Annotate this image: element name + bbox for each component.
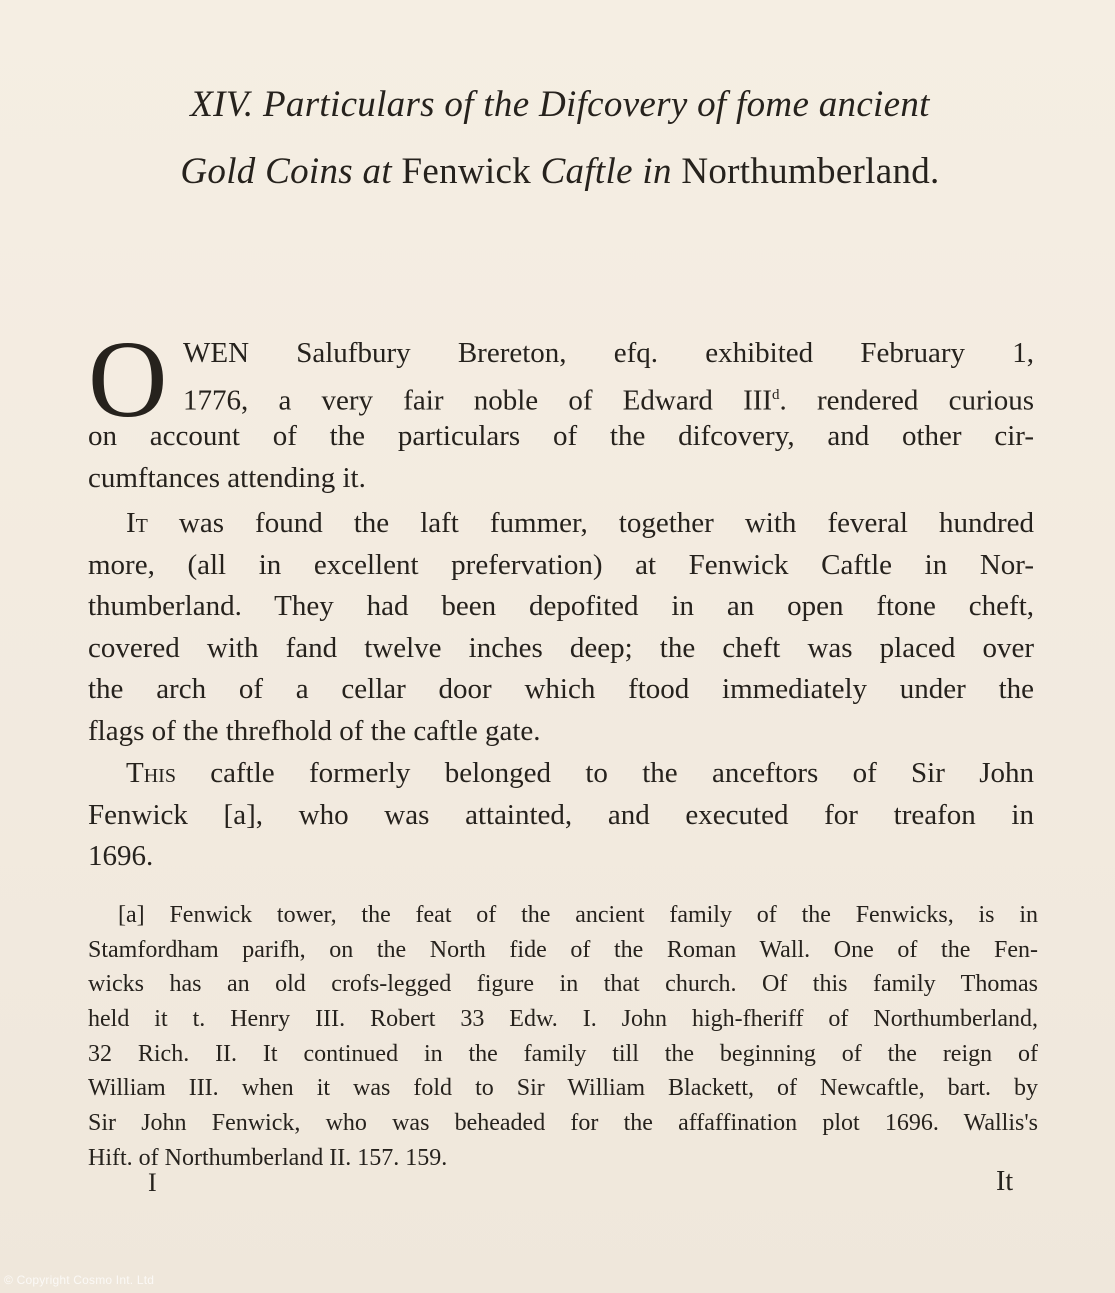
title-line-1-text: XIV. Particulars of the Difcovery of fome ancient [190,84,930,125]
paragraph-1-line-2 [88,375,1034,417]
catchword: It [996,1166,1014,1197]
paragraph-2-line-6: flags of the threfhold of the caftle gate. [88,714,541,747]
paragraph-2-lead: It [126,507,148,539]
footnote [88,898,1038,1176]
title-line-2-c: Caftle in [540,151,672,192]
paragraph-2-line-5: the arch of a cellar door which ftood immediately under the [88,673,1034,705]
paragraph-3-line-3: 1696. [88,840,154,872]
footnote-line-1: [a] Fenwick tower, the feat of the ancient family of the Fenwicks, is in [118,902,1038,928]
superscript-d: d [772,386,780,403]
paragraph-2-line-1-text: was found the laft fummer, together with feveral hundred [147,507,1034,539]
signature-mark: I [148,1168,157,1197]
paragraph-1-line-2-text: 1776, a very fair noble of Edward III [183,384,773,417]
footnote-line-3: wicks has an old crofs-legged figure in that church. Of this family Thomas [88,971,1038,998]
footnote-line-5: 32 Rich. II. It continued in the family till the beginning of the reign of [88,1040,1038,1067]
footnote-line-8: Hift. of Northumberland II. 157. 159. [88,1144,448,1171]
paragraph-3-line-2: Fenwick [a], who was attainted, and executed for treafon in [88,798,1034,831]
paragraph-2-line-4: covered with fand twelve inches deep; the cheft was placed over [88,631,1034,664]
paragraph-1-line-4: cumftances attending it. [88,461,366,494]
paragraph-1-line-2-tail: . rendered curious [779,384,1034,417]
paragraph-3 [88,753,1034,878]
paragraph-2-line-1 [88,503,1034,545]
footnote-line-2: Stamfordham parifh, on the North fide of the Roman Wall. One of the Fen- [88,936,1038,963]
title-line-2-d: Northumberland. [681,151,940,192]
footnote-line-4: held it t. Henry III. Robert 33 Edw. I. John high-fheriff of Northumberland, [88,1006,1038,1033]
article-title-line-1 [60,83,1060,126]
paragraph-2 [88,503,1034,752]
paragraph-3-line-1 [88,753,1034,795]
drop-cap: O [88,318,168,440]
article-title-line-2 [60,150,1060,193]
paragraph-2-line-2: more, (all in excellent prefervation) at Fenwick Caftle in Nor- [88,548,1034,581]
title-line-2-a: Gold Coins at [180,151,392,192]
paragraph-2-line-3: thumberland. They had been depofited in an open ftone cheft, [88,590,1034,622]
paragraph-3-line-1-text: caftle formerly belonged to the anceftors of Sir John [175,757,1034,789]
paragraph-1-line-3: on account of the particulars of the difcovery, and other cir- [88,420,1034,452]
footnote-line-6: William III. when it was fold to Sir William Blackett, of Newcaftle, bart. by [88,1075,1038,1102]
footnote-line-7: Sir John Fenwick, who was beheaded for the affaffination plot 1696. Wallis's [88,1110,1038,1137]
paragraph-1-line-1: WEN Salufbury Brereton, efq. exhibited February 1, [183,337,1034,369]
paragraph-3-lead: This [126,757,176,789]
copyright-watermark: © Copyright Cosmo Int. Ltd [4,1273,155,1287]
title-line-2-b: Fenwick [401,151,532,192]
paragraph-1 [88,318,1034,499]
